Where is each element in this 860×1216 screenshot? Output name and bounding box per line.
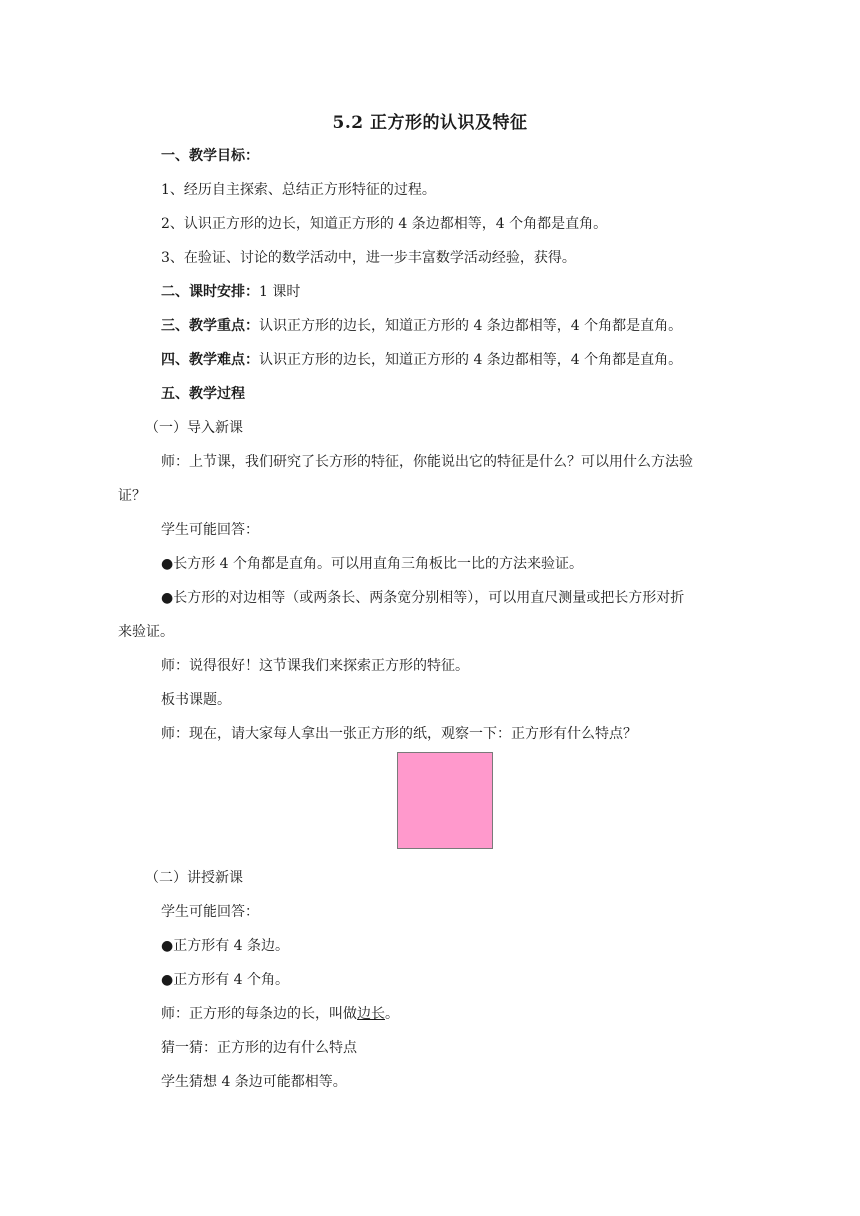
schedule-label: 二、课时安排： <box>161 284 259 300</box>
schedule-line <box>0 282 860 302</box>
board-title: 板书课题。 <box>161 692 231 708</box>
part1-heading: （一）导入新课 <box>145 420 243 436</box>
student-intro-2: 学生可能回答： <box>161 904 259 920</box>
rectangle-answer-2-line1: ●长方形的对边相等（或两条长、两条宽分别相等），可以用直尺测量或把长方形对折 <box>161 590 685 606</box>
objective-item-1: 1、经历自主探索、总结正方形特征的过程。 <box>161 182 436 198</box>
schedule-value: 1 课时 <box>259 284 301 300</box>
definition-prefix: 师：正方形的每条边的长，叫做 <box>161 1006 357 1022</box>
difficulty-label: 四、教学难点： <box>161 352 259 368</box>
objectives-heading: 一、教学目标： <box>161 148 259 164</box>
document-title: 5.2 正方形的认识及特征 <box>332 113 528 133</box>
definition-term: 边长 <box>357 1006 385 1022</box>
objective-item-2: 2、认识正方形的边长，知道正方形的 4 条边都相等，4 个角都是直角。 <box>161 216 608 232</box>
difficulty-value: 认识正方形的边长，知道正方形的 4 条边都相等，4 个角都是直角。 <box>259 352 683 368</box>
teacher-praise: 师：说得很好！这节课我们来探索正方形的特征。 <box>161 658 469 674</box>
key-point-value: 认识正方形的边长，知道正方形的 4 条边都相等，4 个角都是直角。 <box>259 318 683 334</box>
teacher-question-line1: 师：上节课，我们研究了长方形的特征，你能说出它的特征是什么？可以用什么方法验 <box>161 454 693 470</box>
teacher-question-line2: 证？ <box>118 488 146 504</box>
part2-heading: （二）讲授新课 <box>145 870 243 886</box>
rectangle-answer-1: ●长方形 4 个角都是直角。可以用直角三角板比一比的方法来验证。 <box>161 556 584 572</box>
difficulty-line <box>0 350 860 370</box>
guess-prompt: 猜一猜：正方形的边有什么特点 <box>161 1040 357 1056</box>
square-answer-2: ●正方形有 4 个角。 <box>161 972 290 988</box>
key-point-label: 三、教学重点： <box>161 318 259 334</box>
pink-square-figure <box>397 752 493 849</box>
key-point-line <box>0 316 860 336</box>
teacher-definition <box>0 1004 860 1024</box>
student-guess: 学生猜想 4 条边可能都相等。 <box>161 1074 347 1090</box>
rectangle-answer-2-line2: 来验证。 <box>118 624 174 640</box>
definition-suffix: 。 <box>385 1006 399 1022</box>
teacher-task: 师：现在，请大家每人拿出一张正方形的纸，观察一下：正方形有什么特点？ <box>161 726 637 742</box>
objective-item-3: 3、在验证、讨论的数学活动中，进一步丰富数学活动经验，获得。 <box>161 250 576 266</box>
student-intro-1: 学生可能回答： <box>161 522 259 538</box>
square-answer-1: ●正方形有 4 条边。 <box>161 938 290 954</box>
process-heading: 五、教学过程 <box>161 386 245 402</box>
